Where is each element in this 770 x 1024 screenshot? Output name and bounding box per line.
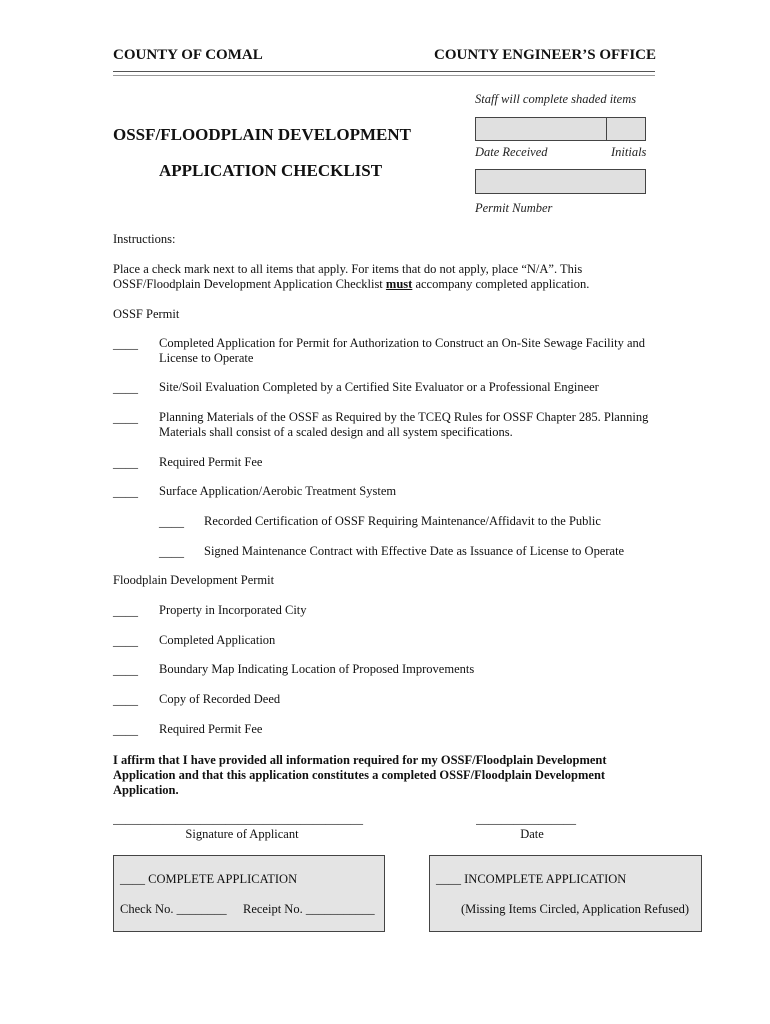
checkbox-blank[interactable]: ____ [113,723,138,737]
ossf-heading: OSSF Permit [113,307,180,321]
check-number[interactable]: Check No. ________ [120,902,227,916]
instructions-line2-post: accompany completed application. [412,277,590,291]
receipt-number[interactable]: Receipt No. ___________ [243,902,375,916]
complete-title[interactable]: ____ COMPLETE APPLICATION [120,872,298,886]
date-received-label: Date Received [475,145,548,159]
signature-line[interactable]: ________________________________________ [113,812,363,826]
checklist-item: Completed Application [159,633,276,647]
checkbox-blank[interactable]: ____ [113,634,138,648]
checklist-item: Required Permit Fee [159,455,263,469]
checkbox-blank[interactable]: ____ [113,693,138,707]
instructions-line2-pre: OSSF/Floodplain Development Application Checklist [113,277,386,291]
county-name: COUNTY OF COMAL [113,47,263,63]
checklist-item: Boundary Map Indicating Location of Proposed Improvements [159,662,475,676]
checklist-item: Property in Incorporated City [159,603,307,617]
checklist-item: Copy of Recorded Deed [159,692,281,706]
initials-field[interactable] [606,117,646,141]
date-received-field[interactable] [475,117,608,141]
permit-number-label: Permit Number [475,201,553,215]
checklist-item: Completed Application for Permit for Authorization to Construct an On-Site Sewage Facility and [159,336,646,350]
header-rule [113,71,655,72]
initials-label: Initials [611,145,647,159]
incomplete-note: (Missing Items Circled, Application Refused) [461,902,690,916]
instructions-line1: Place a check mark next to all items that apply. For items that do not apply, place “N/A”. This [113,262,583,276]
affirm-line2: Application and that this application constitutes a completed OSSF/Floodplain Development [113,768,606,782]
checkbox-blank[interactable]: ____ [113,381,138,395]
date-label: Date [520,827,544,841]
checklist-item: Site/Soil Evaluation Completed by a Certified Site Evaluator or a Professional Engineer [159,380,599,394]
instructions-heading: Instructions: [113,232,176,246]
page-title-line2: APPLICATION CHECKLIST [159,161,383,180]
page-title-line1: OSSF/FLOODPLAIN DEVELOPMENT [113,125,412,144]
checklist-item-cont: License to Operate [159,351,254,365]
affirm-line3: Application. [113,783,179,797]
permit-number-field[interactable] [475,169,646,194]
checkbox-blank-sub[interactable]: ____ [159,515,184,529]
incomplete-application-box [429,855,702,932]
checklist-item: Required Permit Fee [159,722,263,736]
checklist-item: Planning Materials of the OSSF as Required by the TCEQ Rules for OSSF Chapter 285. Planning [159,410,649,424]
checklist-subitem: Signed Maintenance Contract with Effective Date as Issuance of License to Operate [204,544,625,558]
checkbox-blank[interactable]: ____ [113,485,138,499]
office-name: COUNTY ENGINEER’S OFFICE [434,47,656,63]
checkbox-blank-sub[interactable]: ____ [159,545,184,559]
signature-label: Signature of Applicant [185,827,299,841]
floodplain-heading: Floodplain Development Permit [113,573,275,587]
checklist-subitem: Recorded Certification of OSSF Requiring Maintenance/Affidavit to the Public [204,514,601,528]
complete-application-box [113,855,385,932]
checkbox-blank[interactable]: ____ [113,337,138,351]
checkbox-blank[interactable]: ____ [113,456,138,470]
instructions-line2 [113,277,589,292]
checkbox-blank[interactable]: ____ [113,604,138,618]
checklist-item-cont: Materials shall consist of a scaled design and all system specifications. [159,425,513,439]
instructions-emphasis: must [385,277,413,291]
header-rule-thin [113,75,655,76]
staff-note: Staff will complete shaded items [475,92,637,106]
date-line[interactable]: ________________ [476,812,576,826]
checkbox-blank[interactable]: ____ [113,411,138,425]
checkbox-blank[interactable]: ____ [113,663,138,677]
checklist-item: Surface Application/Aerobic Treatment System [159,484,397,498]
affirm-line1: I affirm that I have provided all information required for my OSSF/Floodplain Development [113,753,607,767]
incomplete-title[interactable]: ____ INCOMPLETE APPLICATION [436,872,627,886]
